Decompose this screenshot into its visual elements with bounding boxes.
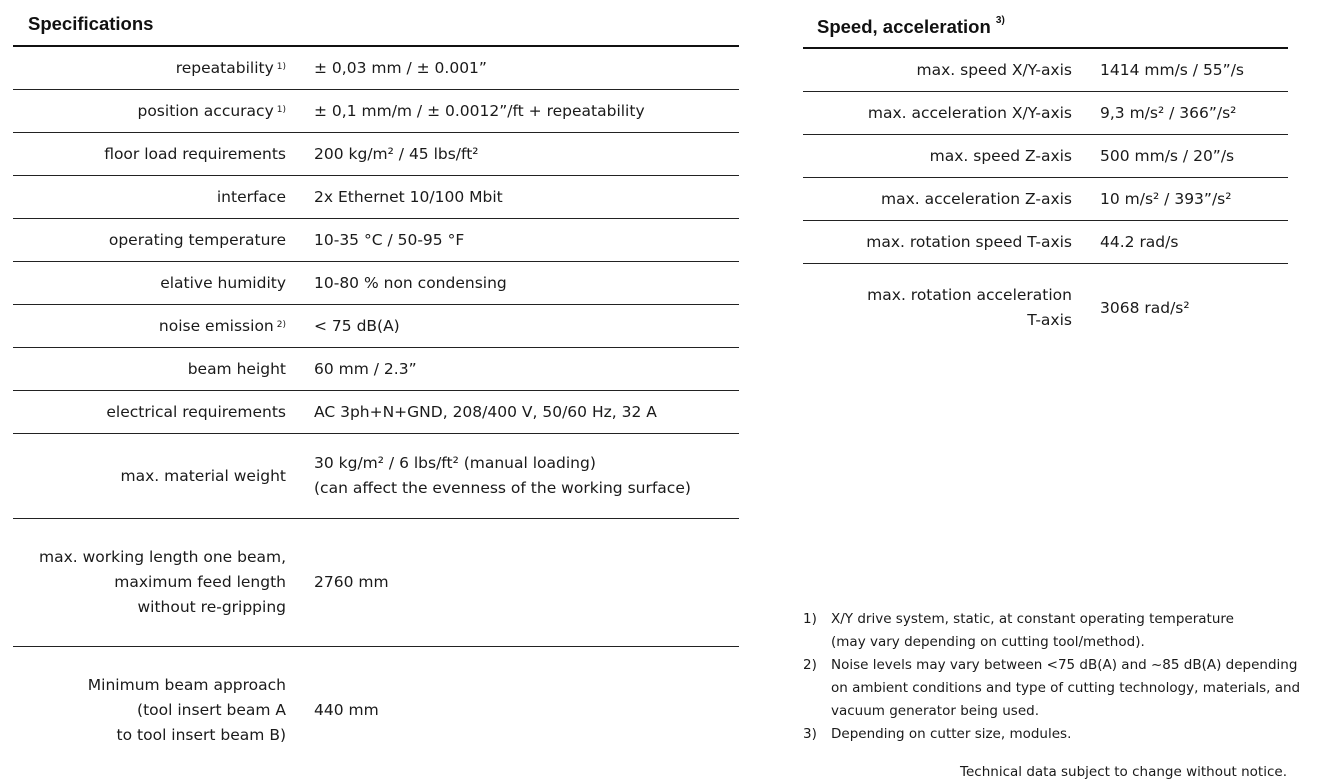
row-label-line: operating temperature (108, 230, 286, 249)
row-label (13, 228, 286, 253)
footnote-text (831, 723, 1303, 746)
row-label-line: max. acceleration X/Y-axis (867, 103, 1072, 122)
row-label (13, 55, 286, 81)
row-value-line: ± 0,03 mm / ± 0.001” (314, 58, 487, 77)
spec-row (13, 133, 739, 176)
row-label (13, 464, 286, 489)
footnote-ref: 1) (276, 62, 286, 72)
row-value-line: 200 kg/m² / 45 lbs/ft² (314, 144, 479, 163)
row-label (13, 271, 286, 296)
row-label-line: max. speed Z-axis (929, 146, 1072, 165)
row-label-line: T-axis (1027, 311, 1072, 329)
row-label-line: (tool insert beam A (137, 701, 286, 719)
row-label-line: floor load requirements (104, 144, 286, 163)
footnote-line: Noise levels may vary between <75 dB(A) and ~85 dB(A) depending (831, 657, 1298, 673)
row-value-line: 10 m/s² / 393”/s² (1100, 189, 1232, 208)
speed-row (803, 92, 1288, 135)
spec-row (13, 47, 739, 90)
footnote-line: on ambient conditions and type of cutting technology, materials, and (831, 680, 1301, 696)
row-value-line: 60 mm / 2.3” (314, 359, 417, 378)
row-value (1072, 296, 1288, 321)
row-label-wrap (13, 98, 286, 124)
row-label-text: noise emission (158, 317, 274, 335)
row-label-line: max. working length one beam, (38, 548, 286, 566)
row-label-text: repeatability (175, 59, 274, 77)
footnote (803, 608, 1303, 654)
footnote-ref: 1) (276, 105, 286, 115)
row-value (1072, 230, 1288, 255)
row-value (286, 185, 739, 210)
spec-row (13, 305, 739, 348)
row-value-line: AC 3ph+N+GND, 208/400 V, 50/60 Hz, 32 A (314, 402, 657, 421)
footnote-line: Depending on cutter size, modules. (831, 726, 1072, 742)
speed-title-footnote-ref: 3) (995, 14, 1005, 26)
row-label (803, 58, 1072, 83)
row-label-line: max. material weight (120, 466, 286, 485)
row-value-line: 2760 mm (314, 573, 389, 591)
footnote-text (831, 608, 1303, 654)
row-label-line: max. acceleration Z-axis (880, 189, 1072, 208)
spec-row (13, 176, 739, 219)
row-value-line: (can affect the evenness of the working surface) (314, 479, 691, 497)
specifications-title: Specifications (28, 13, 154, 34)
row-label-wrap (13, 55, 286, 81)
row-value (286, 99, 739, 124)
row-value-line: 10-35 °C / 50-95 °F (314, 230, 465, 249)
spec-row (13, 391, 739, 434)
speed-title: Speed, acceleration (817, 16, 991, 37)
row-label (803, 144, 1072, 169)
row-label (13, 357, 286, 382)
footnote-number: 3) (803, 726, 817, 742)
row-label (13, 545, 286, 620)
speed-row (803, 135, 1288, 178)
row-value-line: 30 kg/m² / 6 lbs/ft² (manual loading) (314, 454, 596, 472)
row-label (13, 98, 286, 124)
specifications-heading (28, 13, 153, 35)
row-label (803, 187, 1072, 212)
footnote-number: 2) (803, 657, 817, 673)
row-label (13, 673, 286, 748)
spec-row (13, 647, 739, 774)
footnote-ref: 2) (276, 320, 286, 330)
speed-row (803, 221, 1288, 264)
row-value (286, 228, 739, 253)
row-value (1072, 58, 1288, 83)
row-label-line: electrical requirements (106, 402, 286, 421)
row-value (286, 698, 739, 723)
row-value-line: ± 0,1 mm/m / ± 0.0012”/ft + repeatability (314, 101, 645, 120)
row-value (286, 570, 739, 595)
footnote-line: (may vary depending on cutting tool/method). (831, 634, 1145, 650)
specifications-table (13, 45, 739, 774)
spec-row (13, 519, 739, 647)
row-label-line: maximum feed length (114, 573, 286, 591)
disclaimer: Technical data subject to change without notice. (960, 764, 1287, 780)
row-label-line: max. rotation acceleration (867, 286, 1072, 304)
row-value-line: < 75 dB(A) (314, 316, 400, 335)
row-label (803, 283, 1072, 333)
footnote-line: X/Y drive system, static, at constant operating temperature (831, 611, 1234, 627)
row-value (286, 400, 739, 425)
row-label-line: without re-gripping (137, 598, 286, 616)
footnote-text (831, 654, 1303, 723)
row-value (286, 451, 739, 501)
footnote (803, 723, 1303, 746)
spec-row (13, 219, 739, 262)
row-value (1072, 144, 1288, 169)
spec-row (13, 348, 739, 391)
footnotes (803, 608, 1303, 746)
row-value-line: 1414 mm/s / 55”/s (1100, 60, 1244, 79)
footnote-number: 1) (803, 611, 817, 627)
row-label (13, 400, 286, 425)
row-label (13, 142, 286, 167)
row-value-line: 2x Ethernet 10/100 Mbit (314, 187, 503, 206)
row-label-line: max. speed X/Y-axis (916, 60, 1072, 79)
row-value (1072, 101, 1288, 126)
row-value-line: 440 mm (314, 701, 379, 719)
speed-row (803, 264, 1288, 352)
row-label-line: beam height (187, 359, 286, 378)
spec-row (13, 262, 739, 305)
row-value-line: 9,3 m/s² / 366”/s² (1100, 103, 1237, 122)
row-label (13, 313, 286, 339)
row-value-line: 3068 rad/s² (1100, 298, 1190, 317)
row-value (286, 142, 739, 167)
row-value (1072, 187, 1288, 212)
footnote-line: vacuum generator being used. (831, 703, 1039, 719)
row-value-line: 44.2 rad/s (1100, 232, 1179, 251)
speed-row (803, 49, 1288, 92)
footnote (803, 654, 1303, 723)
speed-row (803, 178, 1288, 221)
row-value-line: 500 mm/s / 20”/s (1100, 146, 1235, 165)
row-label-line: max. rotation speed T-axis (866, 232, 1072, 251)
spec-row (13, 90, 739, 133)
row-label-line: elative humidity (160, 273, 286, 292)
row-value (286, 271, 739, 296)
row-value (286, 314, 739, 339)
row-label (13, 185, 286, 210)
row-label-text: position accuracy (137, 102, 274, 120)
row-value (286, 56, 739, 81)
speed-table (803, 47, 1288, 352)
row-label (803, 230, 1072, 255)
speed-heading (817, 16, 1005, 38)
row-label (803, 101, 1072, 126)
row-value (286, 357, 739, 382)
row-label-line: to tool insert beam B) (116, 726, 286, 744)
row-label-wrap (13, 313, 286, 339)
row-label-line: interface (216, 187, 286, 206)
spec-row (13, 434, 739, 519)
row-value-line: 10-80 % non condensing (314, 273, 507, 292)
row-label-line: Minimum beam approach (87, 676, 286, 694)
